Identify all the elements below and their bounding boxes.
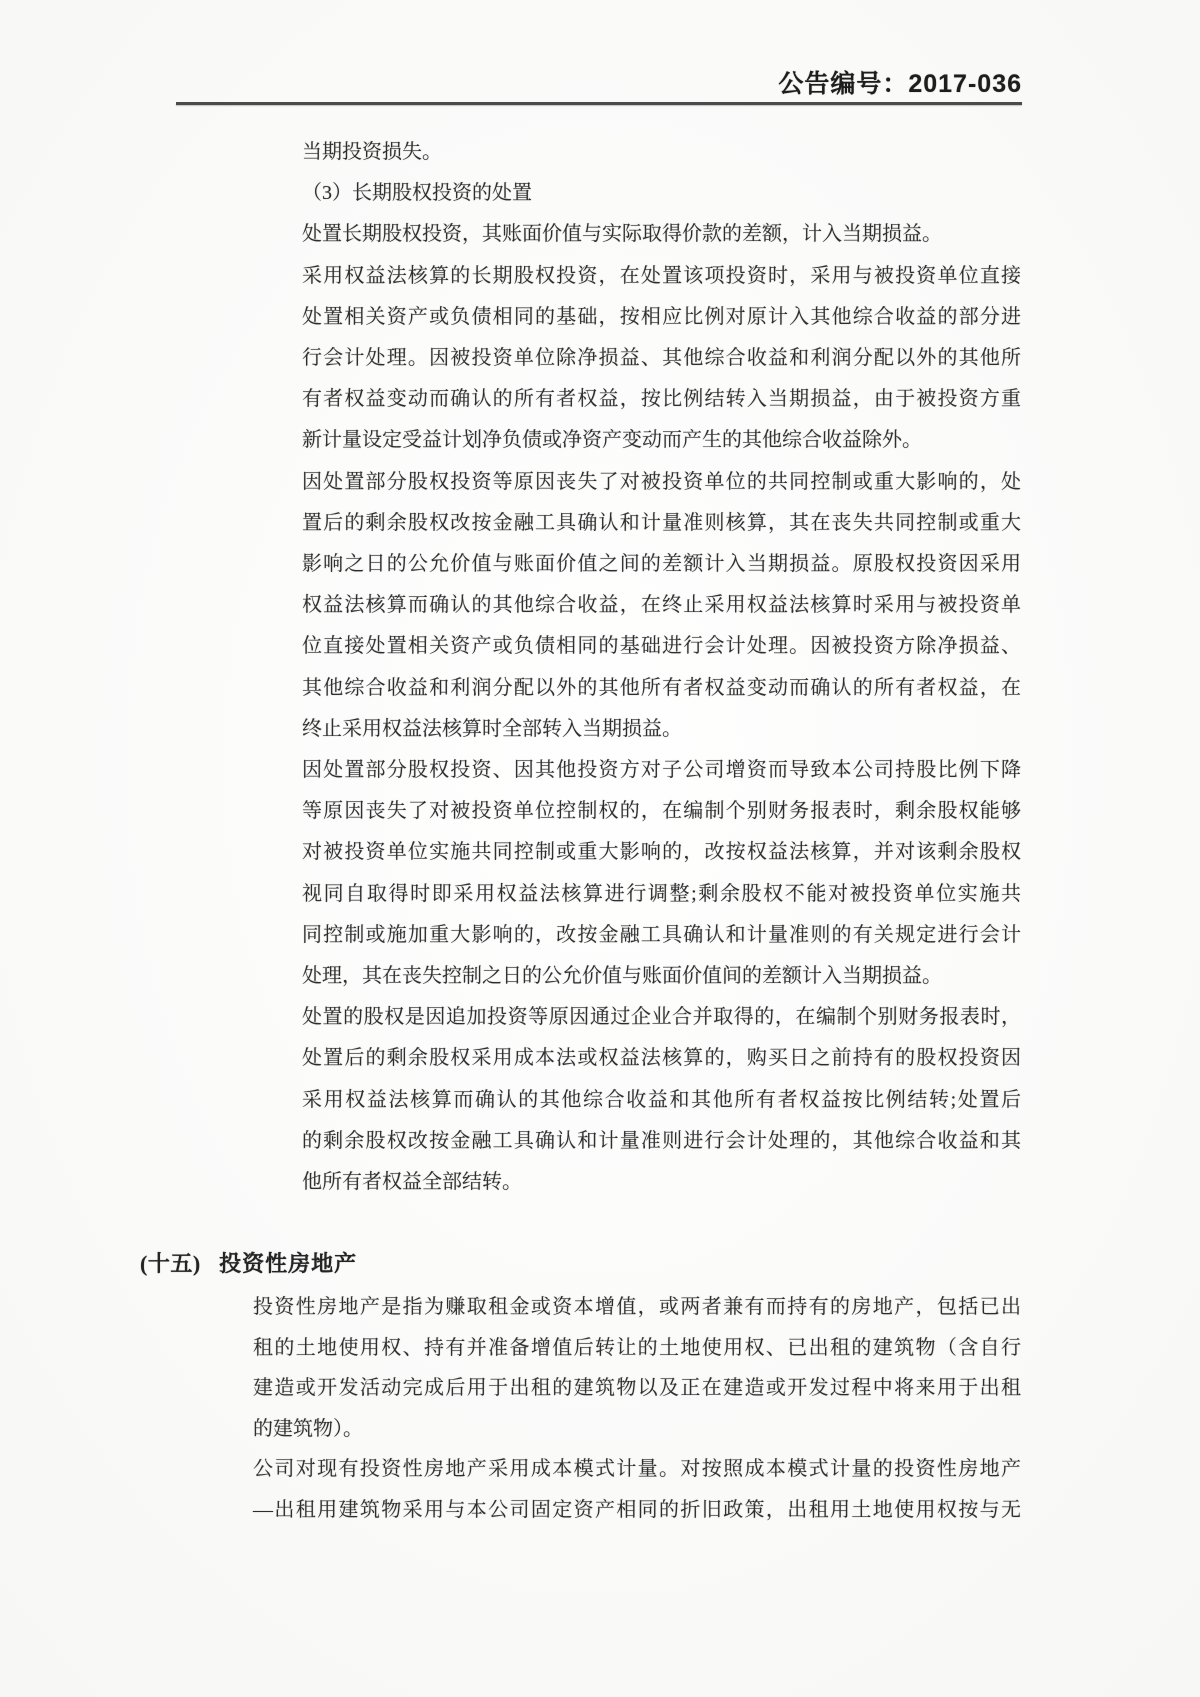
text-line: 采用权益法核算而确认的其他综合收益和其他所有者权益按比例结转;处置后 — [302, 1088, 1021, 1111]
text-line: 当期投资损失。 — [302, 141, 442, 163]
text-line: 同控制或施加重大影响的，改按金融工具确认和计量准则的有关规定进行会计 — [302, 923, 1021, 946]
text-line: （3）长期股权投资的处置 — [302, 182, 532, 205]
text-line: 处置后的剩余股权采用成本法或权益法核算的，购买日之前持有的股权投资因 — [302, 1047, 1021, 1070]
text-line: 其他综合收益和利润分配以外的其他所有者权益变动而确认的所有者权益，在 — [302, 676, 1021, 699]
section-number: (十五) — [140, 1251, 201, 1276]
text-line: 处置的股权是因追加投资等原因通过企业合并取得的，在编制个别财务报表时， — [302, 1006, 1021, 1029]
text-line: 置后的剩余股权改按金融工具确认和计量准则核算，其在丧失共同控制或重大 — [302, 511, 1021, 534]
header-divider — [176, 102, 1022, 105]
text-line: 影响之日的公允价值与账面价值之间的差额计入当期损益。原股权投资因采用 — [302, 553, 1021, 576]
text-line: 行会计处理。因被投资单位除净损益、其他综合收益和利润分配以外的其他所 — [302, 347, 1021, 370]
text-line: 的剩余股权改按金融工具确认和计量准则进行会计处理的，其他综合收益和其 — [302, 1129, 1021, 1152]
text-line: 处置长期股权投资，其账面价值与实际取得价款的差额，计入当期损益。 — [302, 223, 942, 246]
text-line: 投资性房地产是指为赚取租金或资本增值，或两者兼有而持有的房地产，包括已出 — [253, 1296, 1021, 1318]
investment-property-text-block — [253, 1287, 1021, 1530]
text-line: 终止采用权益法核算时全部转入当期损益。 — [302, 717, 682, 740]
text-line: 租的土地使用权、持有并准备增值后转让的土地使用权、已出租的建筑物（含自行 — [253, 1336, 1021, 1359]
text-line: 的建筑物）。 — [253, 1417, 363, 1440]
text-line: 权益法核算而确认的其他综合收益，在终止采用权益法核算时采用与被投资单 — [302, 594, 1021, 617]
text-line: 建造或开发活动完成后用于出租的建筑物以及正在建造或开发过程中将来用于出租 — [253, 1377, 1021, 1399]
text-line: 新计量设定受益计划净负债或净资产变动而产生的其他综合收益除外。 — [302, 429, 922, 452]
text-line: 处理，其在丧失控制之日的公允价值与账面价值间的差额计入当期损益。 — [302, 965, 942, 988]
text-line: —出租用建筑物采用与本公司固定资产相同的折旧政策，出租用土地使用权按与无 — [253, 1498, 1021, 1521]
text-line: 因处置部分股权投资、因其他投资方对子公司增资而导致本公司持股比例下降 — [302, 759, 1021, 782]
text-line: 处置相关资产或负债相同的基础，按相应比例对原计入其他综合收益的部分进 — [302, 305, 1021, 328]
announcement-number: 公告编号：2017-036 — [778, 70, 1022, 98]
section-15-heading — [140, 1250, 357, 1278]
text-line: 公司对现有投资性房地产采用成本模式计量。对按照成本模式计量的投资性房地产 — [253, 1458, 1021, 1480]
equity-investment-disposal-text-block — [302, 132, 1021, 1203]
text-line: 对被投资单位实施共同控制或重大影响的，改按权益法核算，并对该剩余股权 — [302, 841, 1021, 864]
text-line: 等原因丧失了对被投资单位控制权的，在编制个别财务报表时，剩余股权能够 — [302, 800, 1021, 823]
section-title: 投资性房地产 — [219, 1251, 358, 1276]
text-line: 有者权益变动而确认的所有者权益，按比例结转入当期损益，由于被投资方重 — [302, 388, 1021, 411]
text-line: 位直接处置相关资产或负债相同的基础进行会计处理。因被投资方除净损益、 — [302, 635, 1021, 658]
text-line: 视同自取得时即采用权益法核算进行调整;剩余股权不能对被投资单位实施共 — [302, 882, 1021, 905]
text-line: 因处置部分股权投资等原因丧失了对被投资单位的共同控制或重大影响的，处 — [302, 470, 1021, 493]
text-line: 采用权益法核算的长期股权投资，在处置该项投资时，采用与被投资单位直接 — [302, 264, 1021, 287]
text-line: 他所有者权益全部结转。 — [302, 1171, 522, 1194]
